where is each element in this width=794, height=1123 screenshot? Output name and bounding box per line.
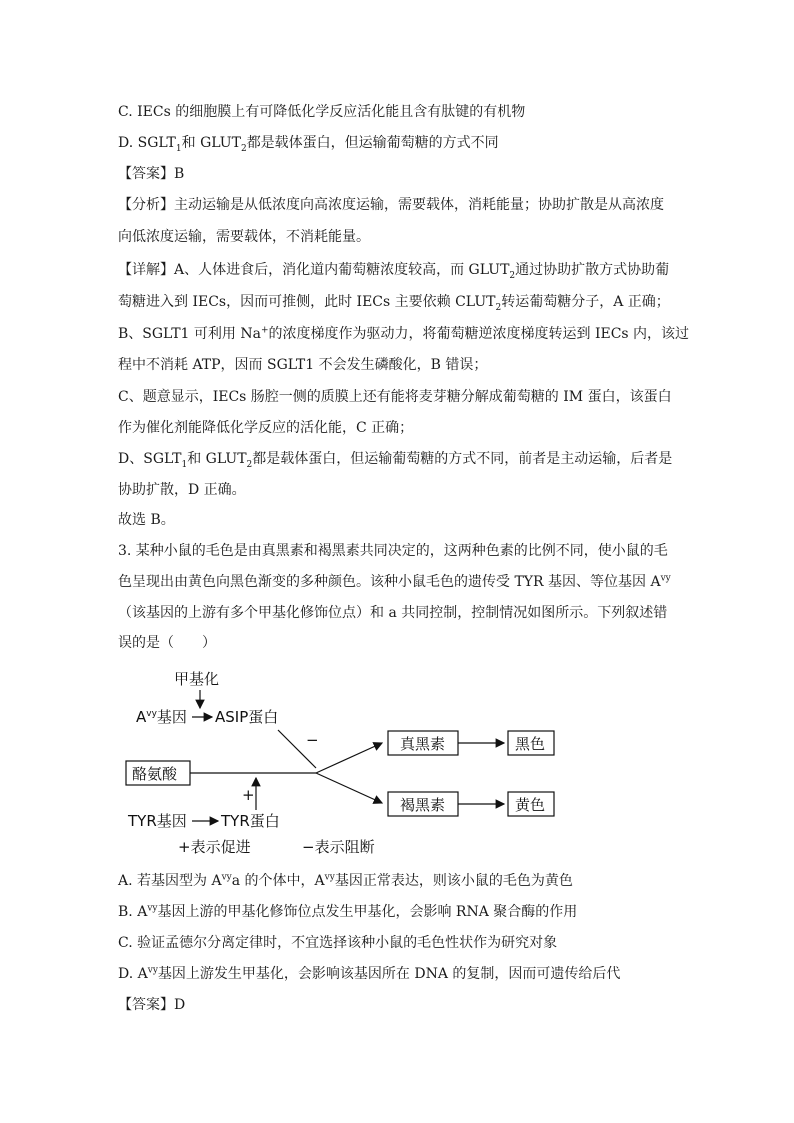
detail-line-5: C、题意显示，IECs 肠腔一侧的质膜上还有能将麦芽糖分解成葡萄糖的 IM 蛋白，该蛋白 <box>118 389 672 405</box>
yellow-label: 黄色 <box>515 796 546 814</box>
tyrosine-label: 酪氨酸 <box>132 765 178 783</box>
option-c-line: C. IECs 的细胞膜上有可降低化学反应活化能且含有肽键的有机物 <box>118 104 526 120</box>
regulation-diagram <box>118 662 568 862</box>
avy-gene-label: $A^{vy}$基因 <box>136 708 187 726</box>
detail-line-2: 萄糖进入到 IECs，因而可推侧，此时 IECs 主要依赖 $CLUT_2$转运葡萄糖分子，A 正确； <box>118 294 670 313</box>
question-3-line-3: （该基因的上游有多个甲基化修饰位点）和 a 共同控制，控制情况如图所示。下列叙述错 <box>118 605 668 621</box>
legend-block: −表示阻断 <box>302 838 375 856</box>
question-3-line-2: 色呈现出由黄色向黑色渐变的多种颜色。该种小鼠毛色的遗传受 TYR 基因、等位基因 $A^{vy}$ <box>118 573 671 590</box>
option-d-q3-line: D. $A^{vy}$基因上游发生甲基化，会影响该基因所在 DNA 的复制，因而可遗传给后代 <box>118 965 621 982</box>
to-eumelanin-arrow <box>316 743 382 773</box>
detail-line-8: 协助扩散，D 正确。 <box>118 482 246 498</box>
detail-line-6: 作为催化剂能降低化学反应的活化能，C 正确； <box>118 420 414 436</box>
methylation-label: 甲基化 <box>174 670 220 688</box>
block-sign: − <box>306 731 319 749</box>
asip-protein-label: ASIP蛋白 <box>215 708 279 726</box>
tyr-protein-label: TYR蛋白 <box>221 812 280 830</box>
eumelanin-label: 真黑素 <box>400 735 446 753</box>
promote-sign: + <box>242 786 255 804</box>
analysis-line-2: 向低浓度运输，需要载体，不消耗能量。 <box>118 229 370 245</box>
option-c-q3-line: C. 验证孟德尔分离定律时，不宜选择该种小鼠的毛色性状作为研究对象 <box>118 935 558 951</box>
answer-line: 【答案】B <box>118 166 185 182</box>
conclusion-line: 故选 B。 <box>118 512 175 528</box>
analysis-line-1: 【分析】主动运输是从低浓度向高浓度运输，需要载体，消耗能量；协助扩散是从高浓度 <box>118 197 664 213</box>
detail-line-7: D、$SGLT_1$和 $GLUT_2$都是载体蛋白，但运输葡萄糖的方式不同，前者是主动运输，后者是 <box>118 451 673 470</box>
detail-line-3: B、SGLT1 可利用 Na+的浓度梯度作为驱动力，将葡萄糖逆浓度梯度转运到 IECs 内，该过 <box>118 325 690 342</box>
option-d-line: D. $SGLT_1$和 $GLUT_2$都是载体蛋白，但运输葡萄糖的方式不同 <box>118 135 499 154</box>
answer-line-2: 【答案】D <box>118 997 186 1013</box>
question-3-line-4: 误的是（ ） <box>118 635 216 651</box>
detail-line-1: 【详解】A、人体进食后，消化道内葡萄糖浓度较高，而 $GLUT_2$通过协助扩散方式协助葡 <box>118 262 670 281</box>
to-pheomelanin-arrow <box>316 773 382 803</box>
option-a-line: A. 若基因型为 $A^{vy}a$ 的个体中，$A^{vy}$基因正常表达，则该小鼠的毛色为黄色 <box>118 872 573 889</box>
question-3-line-1: 3. 某种小鼠的毛色是由真黑素和褐黑素共同决定的，这两种色素的比例不同，使小鼠的毛 <box>118 543 668 559</box>
pheomelanin-label: 褐黑素 <box>400 796 446 814</box>
black-label: 黑色 <box>515 735 546 753</box>
option-b-line: B. $A^{vy}$基因上游的甲基化修饰位点发生甲基化，会影响 RNA 聚合酶的作用 <box>118 903 578 920</box>
legend-promote: +表示促进 <box>178 838 251 856</box>
detail-line-4: 程中不消耗 ATP，因而 SGLT1 不会发生磷酸化，B 错误； <box>118 357 488 373</box>
tyr-gene-label: TYR基因 <box>128 812 187 830</box>
